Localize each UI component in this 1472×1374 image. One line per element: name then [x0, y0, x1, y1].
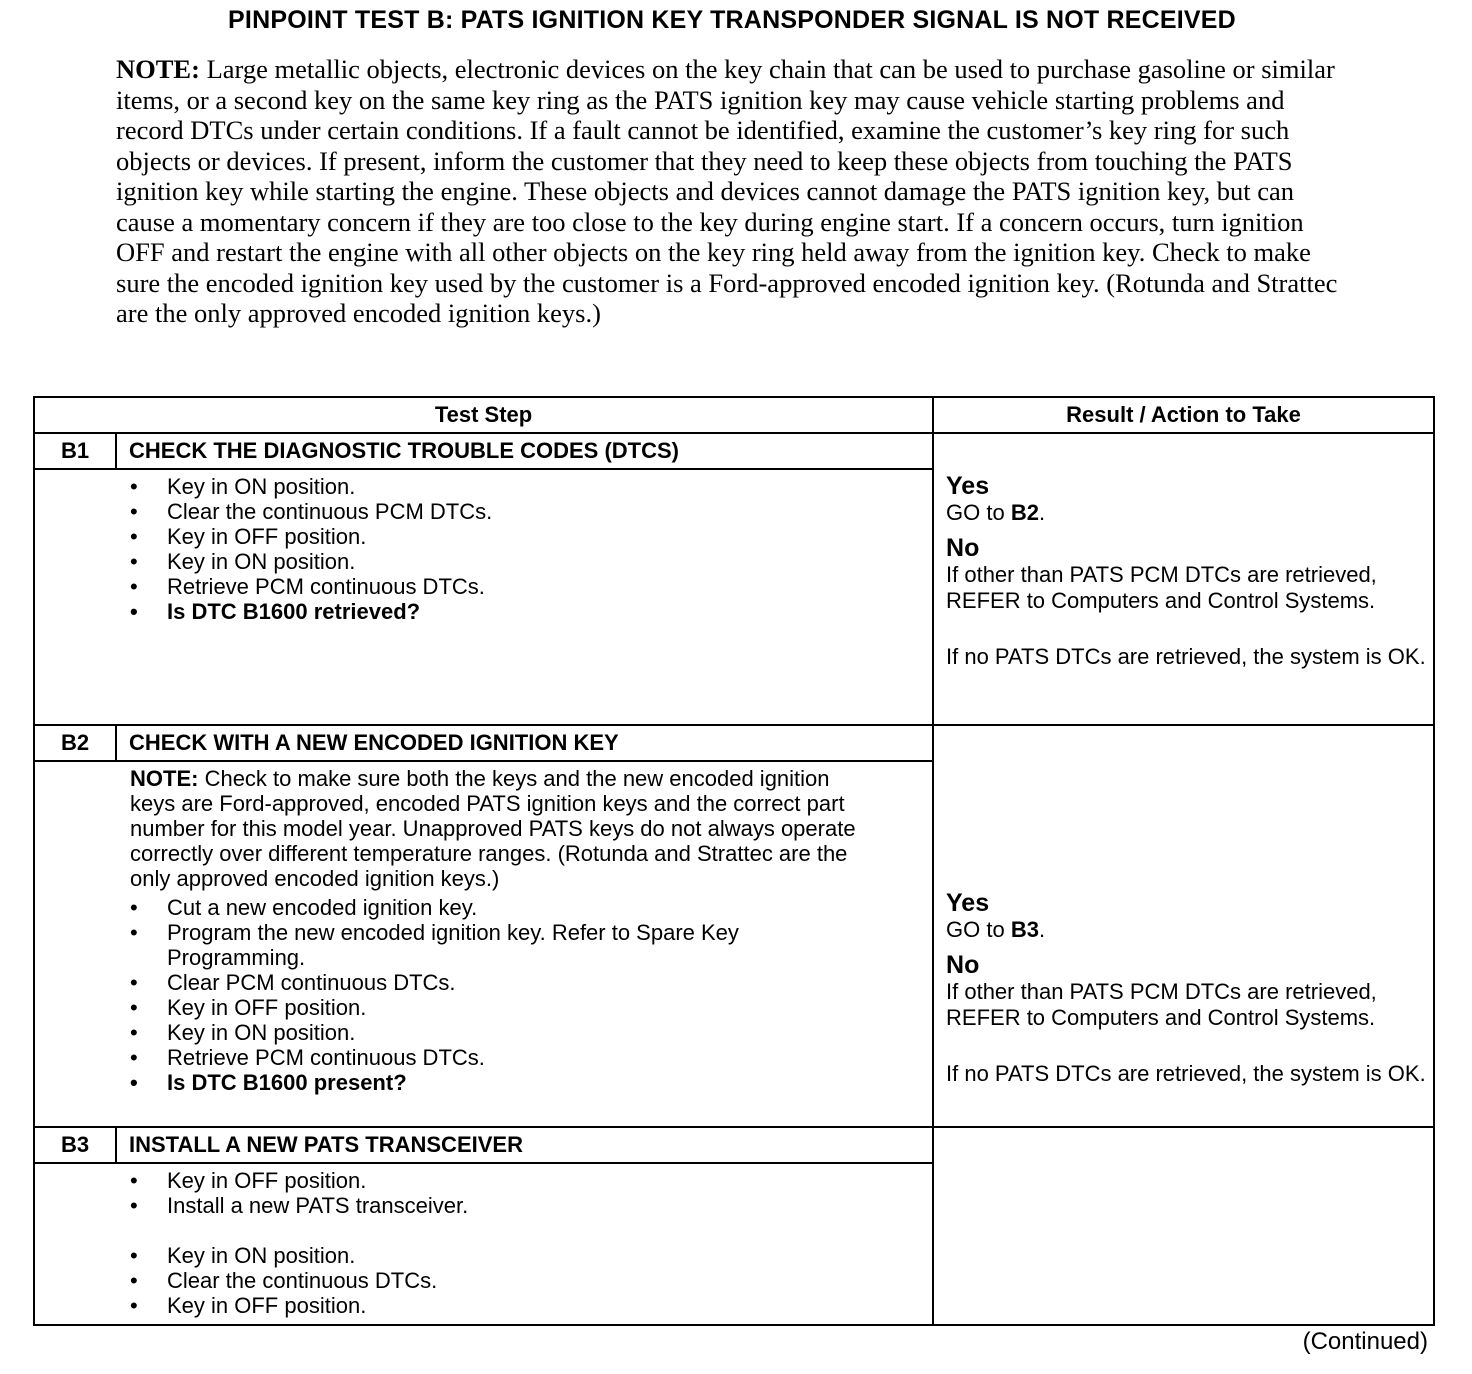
list-item: • Key in ON position. [130, 1243, 932, 1268]
no-action-ok: If no PATS DTCs are retrieved, the system is OK. [946, 644, 1426, 669]
step-heading: CHECK THE DIAGNOSTIC TROUBLE CODES (DTCS) [116, 433, 933, 469]
intro-note [116, 54, 1356, 329]
no-action-refer: If other than PATS PCM DTCs are retrieved, REFER to Computers and Control Systems. [946, 979, 1377, 1030]
step-body [116, 761, 933, 1127]
no-label: No [946, 534, 980, 562]
no-label: No [946, 951, 980, 979]
table-header-row [34, 397, 1434, 433]
step-heading: INSTALL A NEW PATS TRANSCEIVER [116, 1127, 933, 1163]
list-item-question: • Is DTC B1600 retrieved? [130, 599, 932, 624]
step-b3-bullets [130, 1168, 932, 1318]
step-b3-heading-row [34, 1127, 1434, 1163]
list-item: • Key in OFF position. [130, 1293, 932, 1318]
step-number: B3 [34, 1127, 116, 1163]
list-item: • Clear the continuous DTCs. [130, 1268, 932, 1293]
yes-action: GO to B2. [946, 500, 1046, 525]
list-item: • Key in ON position. [130, 549, 932, 574]
step-b1-heading-row [34, 433, 1434, 469]
step-b1-result [933, 433, 1434, 725]
list-item: • Retrieve PCM continuous DTCs. [130, 1045, 872, 1070]
list-item: • Key in OFF position. [130, 995, 872, 1020]
step-note-text: Check to make sure both the keys and the new encoded ignition keys are Ford-approved, encoded PATS ignition keys and the correct part number for this model year. Unapproved PATS keys do not always operate correctly over different temperature ranges. (Rotunda and Strattec are the only approved encoded ignition keys.) [130, 766, 856, 891]
step-number: B2 [34, 725, 116, 761]
step-b2-result [933, 725, 1434, 1127]
step-b2-bullets [130, 895, 872, 1095]
step-note-label: NOTE: [130, 766, 199, 791]
list-item: • Clear PCM continuous DTCs. [130, 970, 872, 995]
page-title: PINPOINT TEST B: PATS IGNITION KEY TRANSPONDER SIGNAL IS NOT RECEIVED [228, 6, 1236, 34]
step-b2-heading-row [34, 725, 1434, 761]
yes-label: Yes [946, 889, 990, 917]
step-body [116, 1163, 933, 1325]
step-number: B1 [34, 433, 116, 469]
list-item: • Clear the continuous PCM DTCs. [130, 499, 932, 524]
continued-label: (Continued) [1302, 1328, 1428, 1355]
step-heading: CHECK WITH A NEW ENCODED IGNITION KEY [116, 725, 933, 761]
yes-label: Yes [946, 472, 990, 500]
step-body [116, 469, 933, 725]
list-item: • Retrieve PCM continuous DTCs. [130, 574, 932, 599]
test-procedure-table [33, 396, 1435, 1326]
no-action-refer: If other than PATS PCM DTCs are retrieved, REFER to Computers and Control Systems. [946, 562, 1377, 613]
step-b1-bullets [130, 474, 932, 624]
header-result-action: Result / Action to Take [933, 397, 1434, 433]
list-item: • Key in ON position. [130, 474, 932, 499]
list-item-question: • Is DTC B1600 present? [130, 1070, 872, 1095]
no-action-ok: If no PATS DTCs are retrieved, the system is OK. [946, 1061, 1426, 1086]
step-note [130, 766, 872, 891]
note-label: NOTE: [116, 54, 200, 84]
list-item: • Install a new PATS transceiver. [130, 1193, 932, 1218]
list-item: • Key in OFF position. [130, 524, 932, 549]
list-item: • Key in ON position. [130, 1020, 872, 1045]
yes-action: GO to B3. [946, 917, 1046, 942]
list-item: • Cut a new encoded ignition key. [130, 895, 872, 920]
step-b3-result [933, 1127, 1434, 1325]
note-text: Large metallic objects, electronic devices on the key chain that can be used to purchase gasoline or similar items, or a second key on the same key ring as the PATS ignition key may cause vehicle starting problems and record DTCs under certain conditions. If a fault cannot be identified, examine the customer’s key ring for such objects or devices. If present, inform the customer that they need to keep these objects from touching the PATS ignition key while starting the engine. These objects and devices cannot damage the PATS ignition key, but can cause a momentary concern if they are too close to the key during engine start. If a concern occurs, turn ignition OFF and restart the engine with all other objects on the key ring held away from the ignition key. Check to make sure the encoded ignition key used by the customer is a Ford-approved encoded ignition key. (Rotunda and Strattec are the only approved encoded ignition keys.) [116, 54, 1338, 328]
list-item: • Program the new encoded ignition key. Refer to Spare Key Programming. [130, 920, 872, 970]
list-item: • Key in OFF position. [130, 1168, 932, 1193]
header-test-step: Test Step [34, 397, 933, 433]
